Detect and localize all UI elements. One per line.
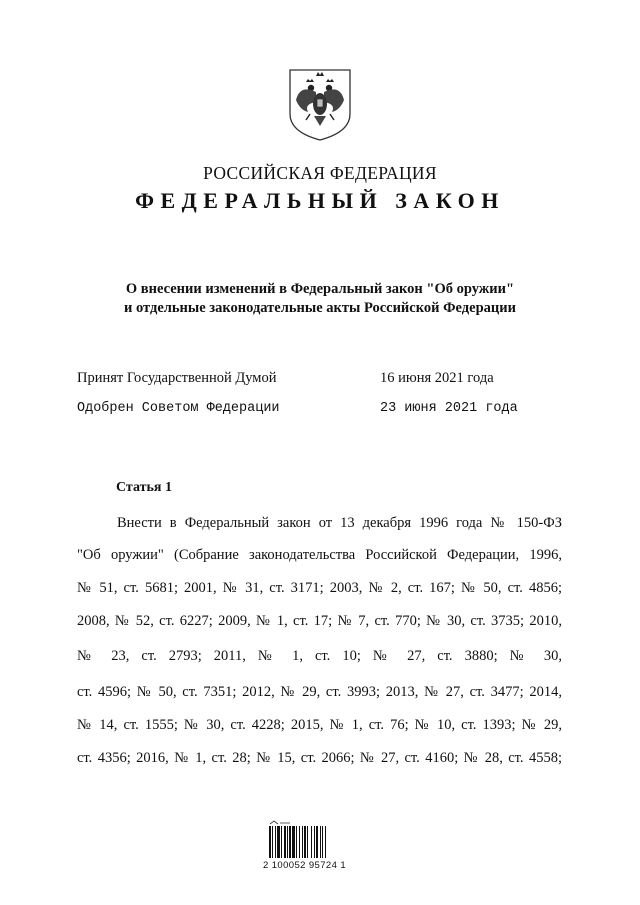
law-type-heading: ФЕДЕРАЛЬНЫЙ ЗАКОН (135, 188, 505, 213)
coat-of-arms-icon (286, 66, 354, 142)
article-heading: Статья 1 (116, 480, 172, 495)
article-text-line: 2008, № 52, ст. 6227; 2009, № 1, ст. 17; № 7, ст. 770; № 30, ст. 3735; 2010, (77, 613, 562, 629)
law-title (0, 280, 640, 318)
article-text-line: ст. 4356; 2016, № 1, ст. 28; № 15, ст. 2066; № 27, ст. 4160; № 28, ст. 4558; (77, 750, 562, 766)
law-title-line-1: О внесении изменений в Федеральный закон "Об оружии" (125, 281, 515, 297)
duma-adoption-label: Принят Государственной Думой (77, 370, 277, 386)
article-text-line: Внести в Федеральный закон от 13 декабря 1996 года № 150-ФЗ (117, 515, 562, 531)
country-name: РОССИЙСКАЯ ФЕДЕРАЦИЯ (203, 163, 437, 183)
article-text-line: № 14, ст. 1555; № 30, ст. 4228; 2015, № 1, ст. 76; № 10, ст. 1393; № 29, (77, 717, 562, 733)
article-text-line: № 51, ст. 5681; 2001, № 31, ст. 3171; 2003, № 2, ст. 167; № 50, ст. 4856; (77, 580, 562, 596)
duma-adoption-date: 16 июня 2021 года (380, 370, 494, 386)
barcode-number: 2 100052 95724 1 (263, 860, 347, 871)
article-text-line: "Об оружии" (Собрание законодательства Российской Федерации, 1996, (77, 547, 562, 563)
council-approval-label: Одобрен Советом Федерации (77, 401, 280, 416)
article-text-line: № 23, ст. 2793; 2011, № 1, ст. 10; № 27, ст. 3880; № 30, (77, 648, 562, 664)
law-title-line-2: и отдельные законодательные акты Российской Федерации (124, 300, 516, 316)
barcode-icon (268, 820, 350, 858)
article-text-line: ст. 4596; № 50, ст. 7351; 2012, № 29, ст. 3993; 2013, № 27, ст. 3477; 2014, (77, 684, 562, 700)
council-approval-date: 23 июня 2021 года (380, 401, 518, 416)
